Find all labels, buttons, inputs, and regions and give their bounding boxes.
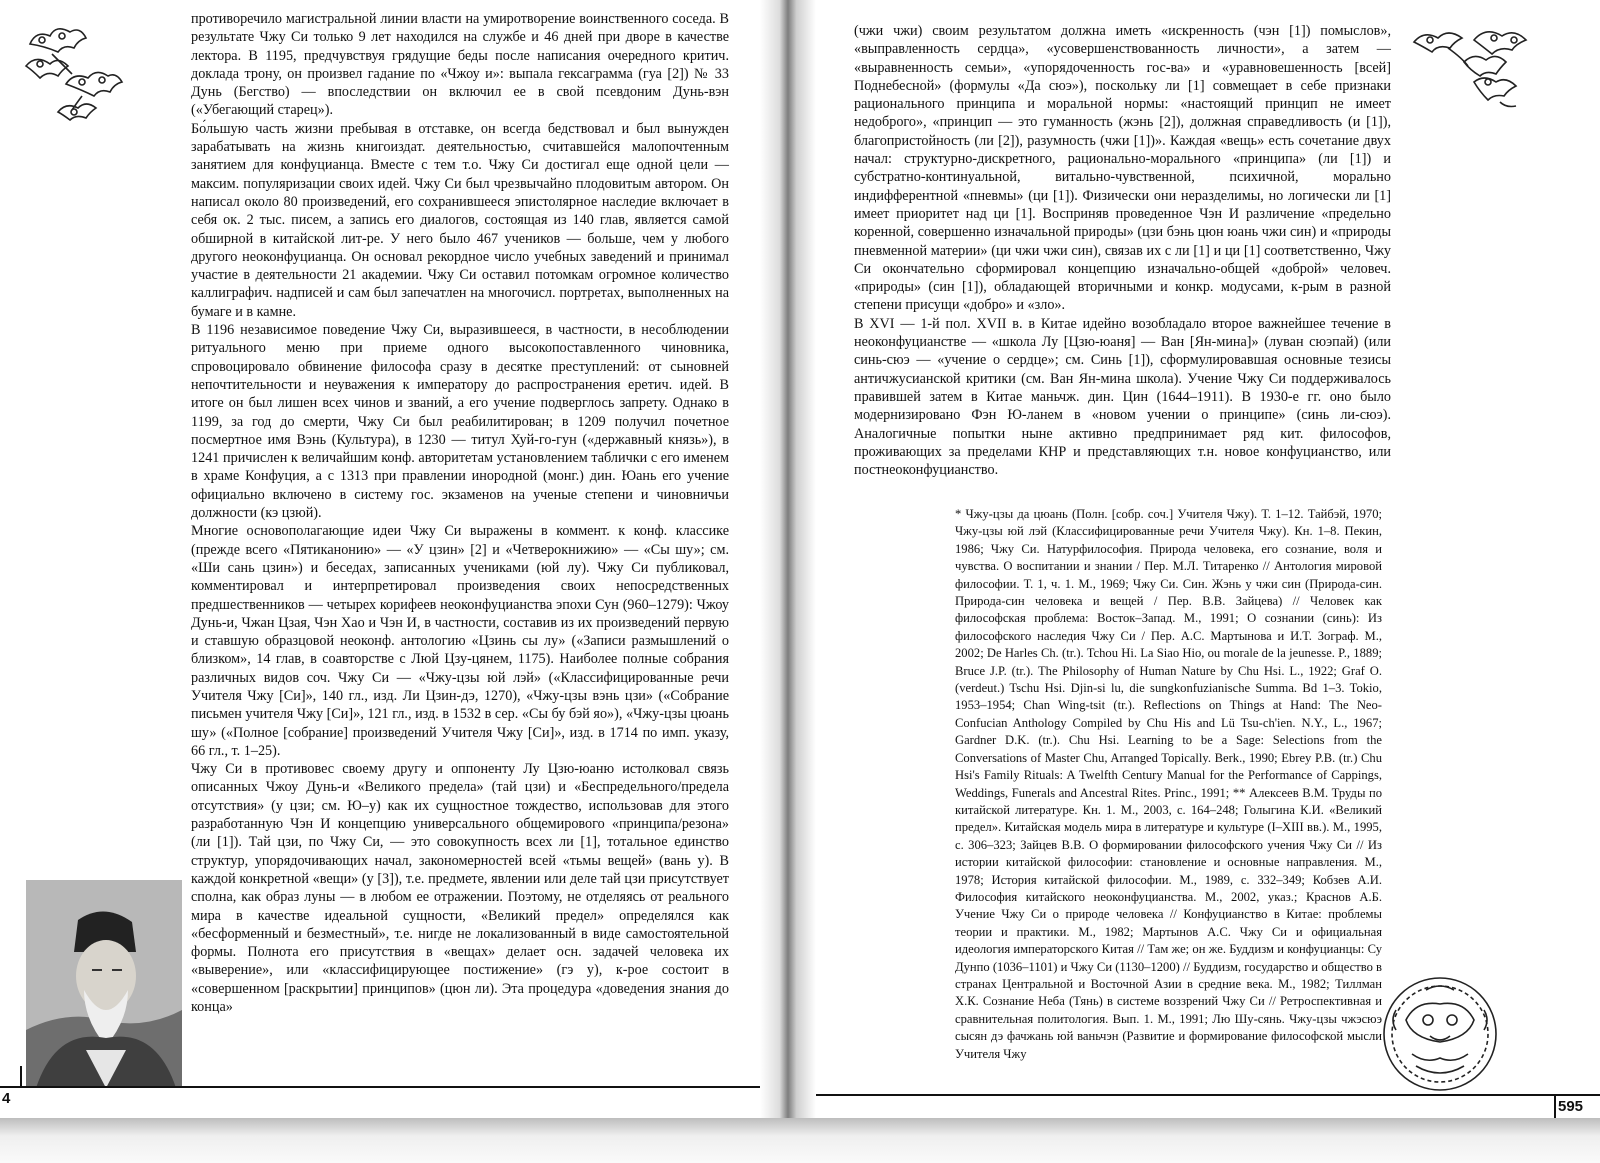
right-page-number-rule <box>1554 1094 1556 1118</box>
left-text-column <box>191 10 729 1016</box>
right-text-column <box>854 22 1391 479</box>
page-number: 4 <box>2 1090 11 1107</box>
left-page-bottom-rule <box>0 1086 760 1088</box>
paragraph: Чжу Си в противовес своему другу и оппоненту Лу Цзю-юаню истолковал связь описанных Чжоу Дунь-и «Великого предела» (тай цзи) и «Беспредельного/предела отсутствия» (у цзи; см. Ю–у) как их сущностное тождество, использовав для этого разработанную Чэн И концепцию универсального общемирового «принципа/резона» (ли [1]). Тай цзи, по Чжу Си, — это совокупность всех ли [1], тотальное единство структур, упорядочивающих начал, закономерностей всей «тьмы вещей» (вань у). В каждой конкретной «вещи» (у [3]), т.е. предмете, явлении или деле тай цзи присутствует сполна, как образ луны — в любом ее отражении. Поэтому, не отделяясь от реального мира в качестве идеальной сущности, «Великий предел» определялся как «бесформенный и безместный», т.е. нигде не локализованный в виде самостоятельной формы. Полнота его присутствия в «вещах» делает осн. задачей человека их «выверение», или «классифицирующее постижение» (гэ у), к-рое состоит в «совершенном [раскрытии] принципов» (цюн ли). Эта процедура «доведения знания до конца» <box>191 761 729 1016</box>
right-page <box>816 0 1600 1118</box>
paragraph: (чжи чжи) своим результатом должна иметь «искренность (чэн [1]) помыслов», «выправленность сердца», «усовершенствованность личности», а затем — «выравненность семьи», «упорядоченность гос-ва» и «уравновешенность [всей] Поднебесной» (формулы «Да сюэ»), поскольку ли [1] совмещает в себе признаки рационального принципа и моральной нормы: «настоящий принцип не имеет недоброго», «принцип — это гуманность (жэнь [2]), должная справедливость (и [1]), благопристойность (ли [2]), разумность (чжи [1])». Каждая «вещь» есть сочетание двух начал: структурно-дискретного, рационально-морального «принципа» (ли [1]) и субстратно-континуальной, витально-чувственной, психичной, морально индифферентной «пневмы» (ци [1]). Физически они неразделимы, но логически ли [1] имеет приоритет над ци [1]. Восприняв проведенное Чэн И различение «предельно коренной, совершенно изначальной природы» (цзи бэнь цюн юань чжи син) и «природы пневменной материи» (ци чжи чжи син), связав их с ли [1] и ци [1] соответственно, Чжу Си окончательно сформировал концепцию изначально-общей «доброй» человеч. «природы» (син [1]), обладающей вторичными и конкр. модусами, к-рым в разной степени присущи «добро» и «зло». <box>854 23 1391 314</box>
bibliography: * Чжу-цзы да цюань (Полн. [собр. соч.] Учителя Чжу). Т. 1–12. Тайбэй, 1970; Чжу-цзы юй лэй (Классифицированные речи Учителя Чжу). Кн. 1–8. Пекин, 1986; Чжу Си. Натурфилософия. Природа человека, его сознание, воля и чувства. О воспитании и знании / Пер. М.Л. Титаренко // Антология мировой философии. Т. 1, ч. 1. М., 1969; Чжу Си. Син. Жэнь у чжи син (Природа-син. Природа-син человека и вещей / Пер. В.В. Зайцева) // Человек как философская проблема: Восток–Запад. М., 1991; О сознании (синь): Из философского наследия Чжу Си / Пер. А.С. Мартынова и И.Т. Зограф. М., 2002; De Harles Ch. (tr.). Tchou Hi. La Siao Hio, ou morale de la jeunesse. P., 1889; Bruce J.P. (tr.). The Philosophy of Human Nature by Chu Hsi. L., 1922; Graf O. (verdeut.) Tschu Hsi. Djin-si lu, die sungkonfuzianische Summa. Bd 1–3. Tokio, 1953–1954; Chan Wing-tsit (tr.). Reflections on Things at Hand: The Neo-Confucian Anthology Compiled by Chu His and Lü Tsu-ch'ien. N.Y., L., 1967; Gardner D.K. (tr.). Chu Hsi. Learning to be a Sage: Selections from the Conversations of Master Chu, Arranged Topically. Berk., 1990; Ebrey P.B. (tr.) Chu Hsi's Family Rituals: A Twelfth Century Manual for the Performance of Cappings, Weddings, Funerals and Ancestral Rites. Princ., 1991; ** Алексеев В.М. Труды по китайской литературе. Кн. 1. М., 2003, с. 164–248; Голыгина К.И. «Великий предел». Китайская модель мира в литературе и культуре (I–XIII вв.). М., 1995, с. 306–323; Зайцев В.В. О формировании философского учения Чжу Си // Из истории китайской философии: становление и основные направления. М., 1978; История китайской философии. М., 1989, с. 332–349; Кобзев А.И. Философия китайского неоконфуцианства. М., 2002, указ.; Краснов А.Б. Учение Чжу Си о природе человека // Конфуцианство в Китае: проблемы теории и практики. М., 1982; Мартынов А.С. Чжу Си и официальная идеология императорского Китая // Там же; он же. Буддизм и конфуцианцы: Су Дунпо (1036–1101) и Чжу Си (1130–1200) // Буддизм, государство и общество в странах Центральной и Восточной Азии в средние века. М., 1982; Тиллман Х.К. Сознание Неба (Тянь) в системе воззрений Чжу Си // Ретроспективная и сравнительная политология. Вып. 1. М., 1991; Лю Шу-сянь. Чжу-цзы чжэсюэ сысян дэ фачжань юй ваньчэн (Развитие и формирование философской мысли Учителя Чжу <box>955 507 1382 1061</box>
cloud-ornament-icon <box>1404 22 1554 122</box>
page-bottom-edge <box>0 1118 1600 1163</box>
right-page-bottom-rule <box>816 1094 1600 1096</box>
paragraph: Бо́льшую часть жизни пребывая в отставке, он всегда бедствовал и был вынужден зарабатывать на жизнь книгоиздат. деятельностью, считавшейся малопочтенным занятием для конфуцианца. Вместе с тем т.о. Чжу Си достигал еще одной цели — максим. популяризации своих идей. Чжу Си был чрезвычайно плодовитым автором. Он написал около 80 произведений, его сохранившееся эпистолярное наследие включает в себя ок. 2 тыс. писем, а запись его диалогов, состоящая из 140 глав, является самой обширной в китайской лит-ре. У него было 467 учеников — больше, чем у любого другого неоконфуцианца. Он основал рекордное число учебных заведений и принимал участие в деятельности 21 академии. Чжу Си оставил потомкам огромное количество каллиграфич. надписей и сам был запечатлен на многочисл. портретах, выполненных на бумаге и в камне. <box>191 120 729 320</box>
lion-medallion-icon <box>1376 970 1504 1098</box>
cloud-ornament-icon <box>22 14 134 132</box>
paragraph: В XVI — 1-й пол. XVII в. в Китае идейно возобладало второе важнейшее течение в неоконфуцианстве — «школа Лу [Цзю-юаня] — Ван [Ян-мина]» (луван сюэпай) (или синь-сюэ — «учение о сердце»; см. Синь [1]), сформулировавшая основные тезисы античжусианской критики (см. Ван Ян-мина школа). Учение Чжу Си поддерживалось правившей затем в Китае маньчж. дин. Цин (1644–1911). В 1930-е гг. оно было модернизировано Фэн Ю-ланем в «новом учении о принципе» (синь ли-сюэ). Аналогичные попытки ныне активно предпринимает ряд кит. философов, проживающих за пределами КНР и представляющих т.н. новое конфуцианство, или постнеоконфуцианство. <box>854 315 1391 479</box>
left-page-number-rule <box>20 1066 22 1088</box>
book-gutter <box>760 0 816 1163</box>
portrait-image <box>26 880 182 1088</box>
paragraph: противоречило магистральной линии власти на умиротворение воинственного соседа. В результате Чжу Си только 9 лет находился на службе и 46 дней при дворе в качестве лектора. В 1195, предчувствуя грядущие беды после написания очередного критич. доклада трону, он произвел гадание по «Чжоу и»: выпала гексаграмма (гуа [2]) № 33 Дунь (Бегство) — впоследствии он включил ее в свой псевдоним Дунь-вэн («Убегающий старец»). <box>191 11 729 119</box>
left-page <box>0 0 760 1118</box>
paragraph: Многие основополагающие идеи Чжу Си выражены в коммент. к конф. классике (прежде всего «Пятиканонию» — «У цзин» [2] и «Четверокнижию» — «Сы шу»; см. «Ши сань цзин») и беседах, записанных учениками (юй лу). Чжу Си публиковал, комментировал и интерпретировал произведения своих непосредственных предшественников — четырех корифеев неоконфуцианства эпохи Сун (960–1279): Чжоу Дунь-и, Чжан Цзая, Чэн Хао и Чэн И, в частности, составив из их произведений первую и ставшую образцовой неоконф. антологию «Цзинь сы лу» («Записи размышлений о близком», 14 глав, в соавторстве с Люй Цзу-цянем, 1175). Наиболее полные собрания различных видов соч. Чжу Си — «Чжу-цзы юй лэй» («Классифицированные речи Учителя Чжу [Си]», 140 гл., изд. Ли Цзин-дэ, 1270), «Чжу-цзы вэнь цзи» («Собрание письмен учителя Чжу [Си]», 121 гл., изд. в 1532 в сер. «Сы бу бэй яо»), «Чжу-цзы цюань шу» («Полное [собрание] произведений Учителя Чжу [Си]», изд. в 1714 по имп. указу, 66 гл., т. 1–25). <box>191 523 729 759</box>
paragraph: В 1196 независимое поведение Чжу Си, выразившееся, в частности, в несоблюдении ритуального меню при приеме одного высокопоставленного чиновника, спровоцировало обвинение философа сразу в десятке преступлений: от сыновней непочтительности и неуважения к императору до распространения еретич. идей. В итоге он был лишен всех чинов и званий, а его учение подверглось запрету. Однако в 1199, за год до смерти, Чжу Си был реабилитирован; в 1209 получил почетное посмертное имя Вэнь (Культура), в 1230 — титул Хуй-го-гун («державный князь»), в 1241 причислен к величайшим конф. авторитетам установлением таблички с его именем в храме Конфуция, а с 1313 при правлении инородной (монг.) дин. Юань его учение официально включено в систему гос. экзаменов на ученые степени и чиновничьи должности (кэ цзюй). <box>191 322 729 522</box>
page-number: 595 <box>1558 1098 1584 1115</box>
